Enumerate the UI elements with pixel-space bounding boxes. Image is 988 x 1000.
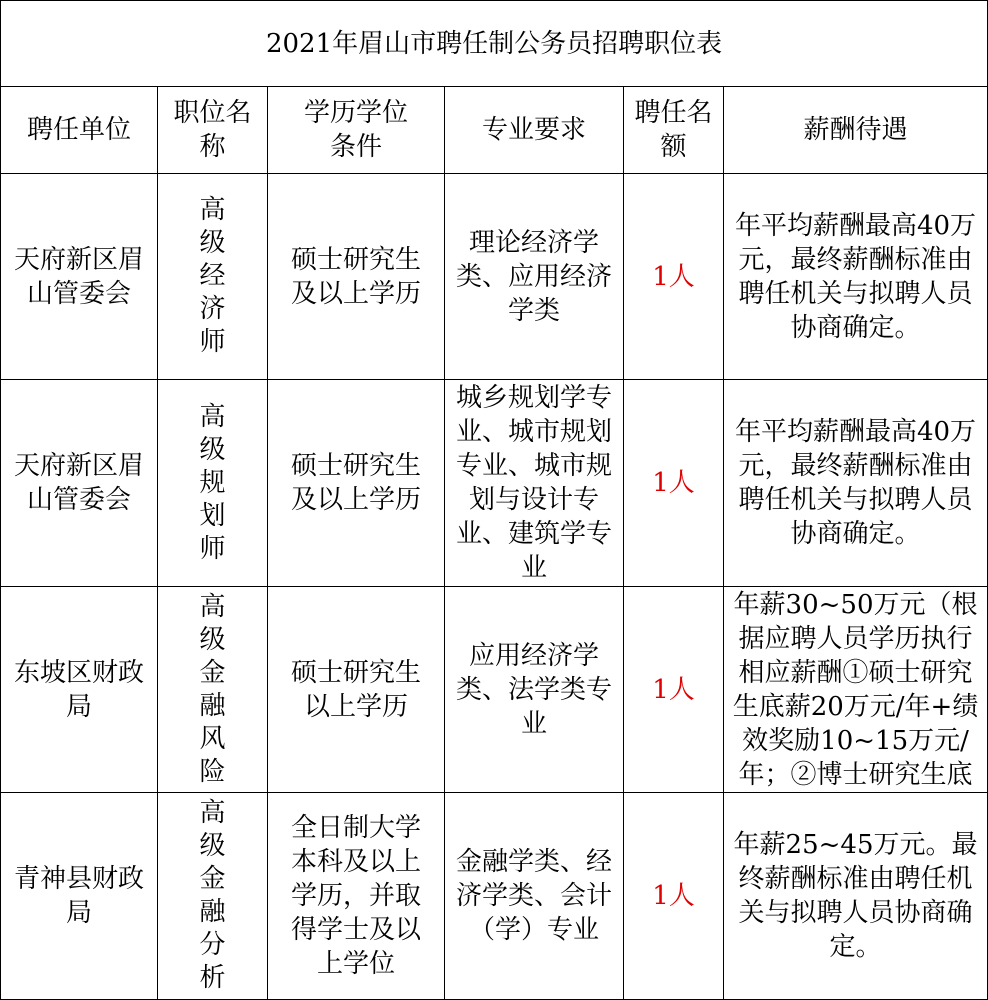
cell-salary: 年薪25~45万元。最终薪酬标准由聘任机关与拟聘人员协商确定。 bbox=[724, 793, 988, 1000]
cell-position bbox=[158, 793, 268, 1000]
table-row bbox=[1, 587, 988, 793]
cell-position bbox=[158, 174, 268, 380]
cell-position bbox=[158, 380, 268, 587]
cell-position-text: 高级金融分析 bbox=[199, 798, 226, 993]
cell-education: 硕士研究生及以上学历 bbox=[268, 380, 445, 587]
cell-salary-text: 年薪30~50万元（根据应聘人员学历执行相应薪酬①硕士研究生底薪20万元/年+绩效奖励10~15万元/年；②博士研究生底 bbox=[732, 589, 979, 790]
header-position: 职位名称 bbox=[158, 87, 268, 174]
table-title: 2021年眉山市聘任制公务员招聘职位表 bbox=[1, 1, 988, 87]
table-row bbox=[1, 793, 988, 1000]
cell-major: 应用经济学类、法学类专业 bbox=[445, 587, 624, 793]
cell-salary bbox=[724, 587, 988, 793]
cell-unit: 天府新区眉山管委会 bbox=[1, 174, 158, 380]
cell-education: 硕士研究生以上学历 bbox=[268, 587, 445, 793]
cell-quota: 1人 bbox=[624, 380, 724, 587]
header-salary: 薪酬待遇 bbox=[724, 87, 988, 174]
cell-unit: 青神县财政局 bbox=[1, 793, 158, 1000]
cell-position bbox=[158, 587, 268, 793]
cell-education: 硕士研究生及以上学历 bbox=[268, 174, 445, 380]
cell-salary: 年平均薪酬最高40万元，最终薪酬标准由聘任机关与拟聘人员协商确定。 bbox=[724, 380, 988, 587]
header-education: 学历学位条件 bbox=[268, 87, 445, 174]
cell-salary: 年平均薪酬最高40万元，最终薪酬标准由聘任机关与拟聘人员协商确定。 bbox=[724, 174, 988, 380]
table-row bbox=[1, 380, 988, 587]
cell-quota: 1人 bbox=[624, 587, 724, 793]
header-quota: 聘任名额 bbox=[624, 87, 724, 174]
cell-major: 金融学类、经济学类、会计（学）专业 bbox=[445, 793, 624, 1000]
cell-education: 全日制大学本科及以上学历，并取得学士及以上学位 bbox=[268, 793, 445, 1000]
cell-position-text: 高级经济师 bbox=[199, 195, 226, 357]
cell-unit: 天府新区眉山管委会 bbox=[1, 380, 158, 587]
table-row bbox=[1, 174, 988, 380]
cell-quota: 1人 bbox=[624, 174, 724, 380]
cell-unit: 东坡区财政局 bbox=[1, 587, 158, 793]
cell-position-text: 高级规划师 bbox=[199, 401, 226, 564]
header-row bbox=[1, 87, 988, 174]
cell-major: 城乡规划学专业、城市规划专业、城市规划与设计专业、建筑学专业 bbox=[445, 380, 624, 587]
header-major: 专业要求 bbox=[445, 87, 624, 174]
header-unit: 聘任单位 bbox=[1, 87, 158, 174]
cell-position-text: 高级金融风险 bbox=[199, 591, 226, 787]
cell-major: 理论经济学类、应用经济学类 bbox=[445, 174, 624, 380]
cell-quota: 1人 bbox=[624, 793, 724, 1000]
